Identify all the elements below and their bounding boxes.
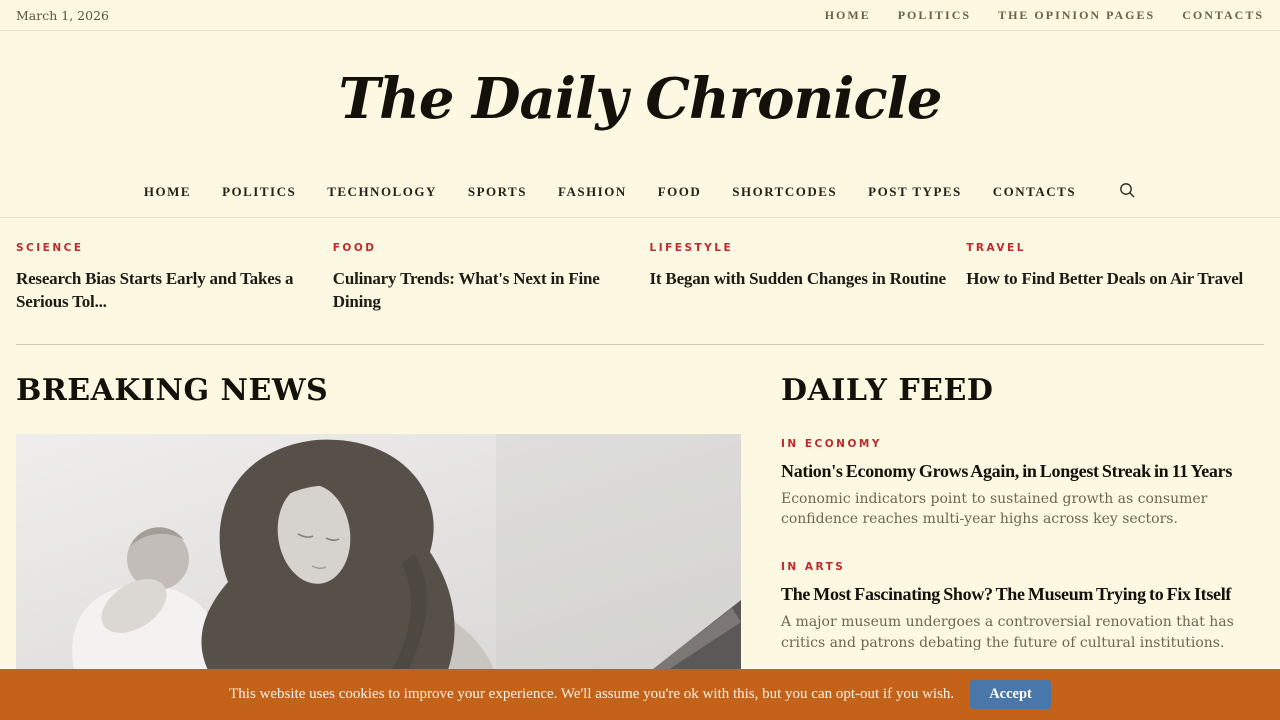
topmenu-item-home[interactable]: HOME [824, 8, 871, 22]
breaking-news-section [16, 365, 741, 681]
site-title[interactable]: The Daily Chronicle [338, 66, 942, 132]
feed-title-link[interactable]: Nation's Economy Grows Again, in Longest Streak in 11 Years [781, 460, 1233, 481]
feed-kicker-link[interactable]: IN ECONOMY [781, 437, 882, 450]
top-bar [0, 0, 1280, 31]
topmenu-item-contacts[interactable]: CONTACTS [1182, 8, 1264, 22]
daily-feed-heading: DAILY FEED [781, 372, 994, 408]
breaking-news-photo[interactable] [16, 434, 741, 670]
feed-item-economy [781, 434, 1264, 530]
daily-feed-section [781, 365, 1264, 681]
teaser-title-link[interactable]: It Began with Sudden Changes in Routine [649, 269, 946, 288]
secondary-nav [825, 6, 1264, 24]
teaser-category-link[interactable]: LIFESTYLE [649, 242, 734, 254]
nav-item-fashion[interactable]: FASHION [557, 184, 627, 199]
feed-summary: Economic indicators point to sustained growth as consumer confidence reaches multi-year highs across key sectors. [781, 490, 1208, 528]
cookie-message: This website uses cookies to improve your experience. We'll assume you're ok with this, but you can opt-out if you wish. [229, 686, 955, 702]
nav-item-contacts[interactable]: CONTACTS [992, 184, 1077, 199]
nav-item-home[interactable]: HOME [143, 184, 192, 199]
teaser-travel [966, 238, 1264, 314]
search-icon [1119, 182, 1136, 202]
teaser-category-link[interactable]: SCIENCE [16, 242, 84, 254]
masthead [0, 31, 1280, 167]
feed-kicker-link[interactable]: IN ARTS [781, 561, 846, 574]
teaser-title-link[interactable]: Research Bias Starts Early and Takes a Serious Tol... [16, 269, 294, 311]
breaking-news-heading: BREAKING NEWS [16, 372, 329, 408]
nav-item-sports[interactable]: SPORTS [467, 184, 527, 199]
primary-nav [0, 167, 1280, 218]
teaser-lifestyle [650, 238, 948, 314]
feed-item-arts [781, 557, 1264, 653]
nav-item-technology[interactable]: TECHNOLOGY [327, 184, 437, 199]
teaser-title-link[interactable]: Culinary Trends: What's Next in Fine Dining [332, 269, 600, 311]
nav-item-shortcodes[interactable]: SHORTCODES [732, 184, 838, 199]
current-date: March 1, 2026 [16, 7, 109, 23]
nav-item-post-types[interactable]: POST TYPES [868, 184, 962, 199]
nav-item-politics[interactable]: POLITICS [222, 184, 297, 199]
mother-and-baby-photo-illustration [16, 434, 741, 670]
nav-item-food[interactable]: FOOD [657, 184, 702, 199]
cookie-consent-banner [0, 669, 1280, 720]
search-button[interactable] [1119, 182, 1136, 202]
teaser-food [333, 238, 631, 314]
cookie-accept-button[interactable]: Accept [970, 680, 1051, 709]
topmenu-item-opinion-pages[interactable]: THE OPINION PAGES [998, 8, 1156, 22]
feed-title-link[interactable]: The Most Fascinating Show? The Museum Trying to Fix Itself [781, 584, 1232, 605]
teaser-science [16, 238, 314, 314]
feed-summary: A major museum undergoes a controversial renovation that has critics and patrons debating the future of cultural institutions. [781, 614, 1234, 651]
teaser-category-link[interactable]: FOOD [332, 242, 377, 254]
featured-teasers [0, 218, 1280, 344]
teaser-title-link[interactable]: How to Find Better Deals on Air Travel [966, 269, 1244, 288]
topmenu-item-politics[interactable]: POLITICS [897, 8, 972, 22]
main-content [0, 345, 1280, 681]
teaser-category-link[interactable]: TRAVEL [966, 242, 1026, 254]
